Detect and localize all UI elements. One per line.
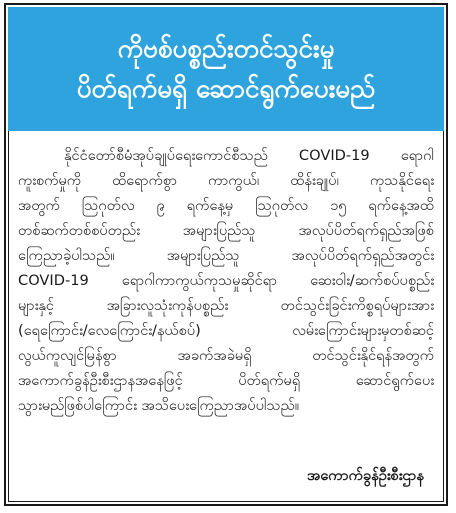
headline-banner	[8, 7, 444, 131]
announcement-body	[18, 143, 434, 418]
headline-line-2: ပိတ်ရက်မရှိ ဆောင်ရွက်ပေးမည်	[76, 74, 376, 104]
headline-line-1: ကိုဗစ်ပစ္စည်းတင်သွင်းမှု	[117, 33, 335, 64]
body-line: အတွက် ဩဂုတ်လ ၉ ရက်နေ့မှ ဩဂုတ်လ ၁၅ ရက်နေ့အထိ	[18, 197, 434, 214]
signature-department: အကောက်ခွန်ဦးစီးဌာန	[306, 467, 424, 484]
body-line: သွားမည်ဖြစ်ပါကြောင်း အသိပေးကြေညာအပ်ပါသည်။	[18, 397, 300, 414]
body-line: COVID-19 ရောဂါကာကွယ်ကုသမှုဆိုင်ရာ ဆေးဝါး/ဆက်စပ်ပစ္စည်း	[18, 272, 434, 289]
body-line: အကောက်ခွန်ဦးစီးဌာနအနေဖြင့် ပိတ်ရက်မရှိ ဆောင်ရွက်ပေး	[18, 372, 434, 389]
body-line: များနှင့် အခြားလူသုံးကုန်ပစ္စည်း တင်သွင်းခြင်းကိစ္စရပ်များအား	[18, 297, 434, 314]
body-line: တစ်ဆက်တစ်စပ်တည်း အများပြည်သူ အလုပ်ပိတ်ရက်ရှည်အဖြစ်	[18, 222, 434, 239]
announcement-frame	[4, 3, 448, 506]
body-line: ကူးစက်မှုကို ထိရောက်စွာ ကာကွယ်၊ ထိန်းချုပ်၊ ကုသနိုင်ရေး	[18, 172, 434, 189]
body-line: လွယ်ကူလျင်မြန်စွာ အခက်အခဲမရှိ တင်သွင်းနိုင်ရန်အတွက်	[18, 347, 434, 364]
body-line: (ရေကြောင်း/လေကြောင်း/နယ်စပ်) လမ်းကြောင်းများမှတစ်ဆင့်	[18, 322, 434, 339]
body-line: ကြေညာခဲ့ပါသည်။ အများပြည်သူ အလုပ်ပိတ်ရက်ရှည်အတွင်း	[18, 247, 434, 264]
body-line: နိုင်ငံတော်စီမံအုပ်ချုပ်ရေးကောင်စီသည် COVID-19 ရောဂါ	[64, 147, 434, 164]
